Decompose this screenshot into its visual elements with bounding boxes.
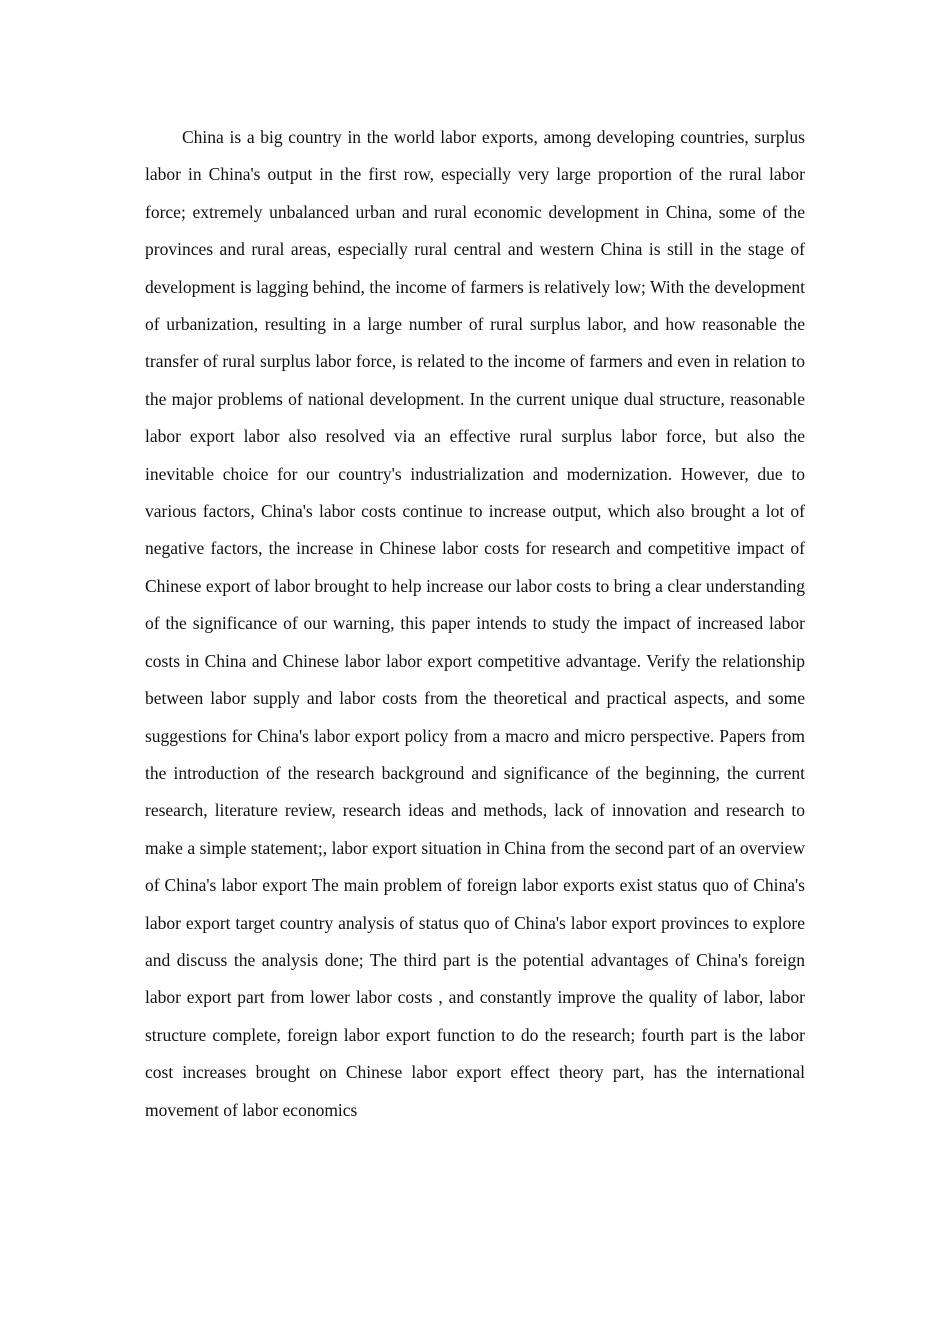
body-paragraph: China is a big country in the world labor exports, among developing countries, surplus labor in China's output in the first row, especially very large proportion of the rural labor force; extremely unbalanced urban and rural economic development in China, some of the provinces and rural areas, especially rural central and western China is still in the stage of development is lagging behind, the income of farmers is relatively low; With the development of urbanization, resulting in a large number of rural surplus labor, and how reasonable the transfer of rural surplus labor force, is related to the income of farmers and even in relation to the major problems of national development. In the current unique dual structure, reasonable labor export labor also resolved via an effective rural surplus labor force, but also the inevitable choice for our country's industrialization and modernization. However, due to various factors, China's labor costs continue to increase output, which also brought a lot of negative factors, the increase in Chinese labor costs for research and competitive impact of Chinese export of labor brought to help increase our labor costs to bring a clear understanding of the significance of our warning, this paper intends to study the impact of increased labor costs in China and Chinese labor labor export competitive advantage. Verify the relationship between labor supply and labor costs from the theoretical and practical aspects, and some suggestions for China's labor export policy from a macro and micro perspective. Papers from the introduction of the research background and significance of the beginning, the current research, literature review, research ideas and methods, lack of innovation and research to make a simple statement;, labor export situation in China from the second part of an overview of China's labor export The main problem of foreign labor exports exist status quo of China's labor export target country analysis of status quo of China's labor export provinces to explore and discuss the analysis done; The third part is the potential advantages of China's foreign labor export part from lower labor costs , and constantly improve the quality of labor, labor structure complete, foreign labor export function to do the research; fourth part is the labor cost increases brought on Chinese labor export effect theory part, has the international movement of labor economics xyxy=(145,127,805,1120)
